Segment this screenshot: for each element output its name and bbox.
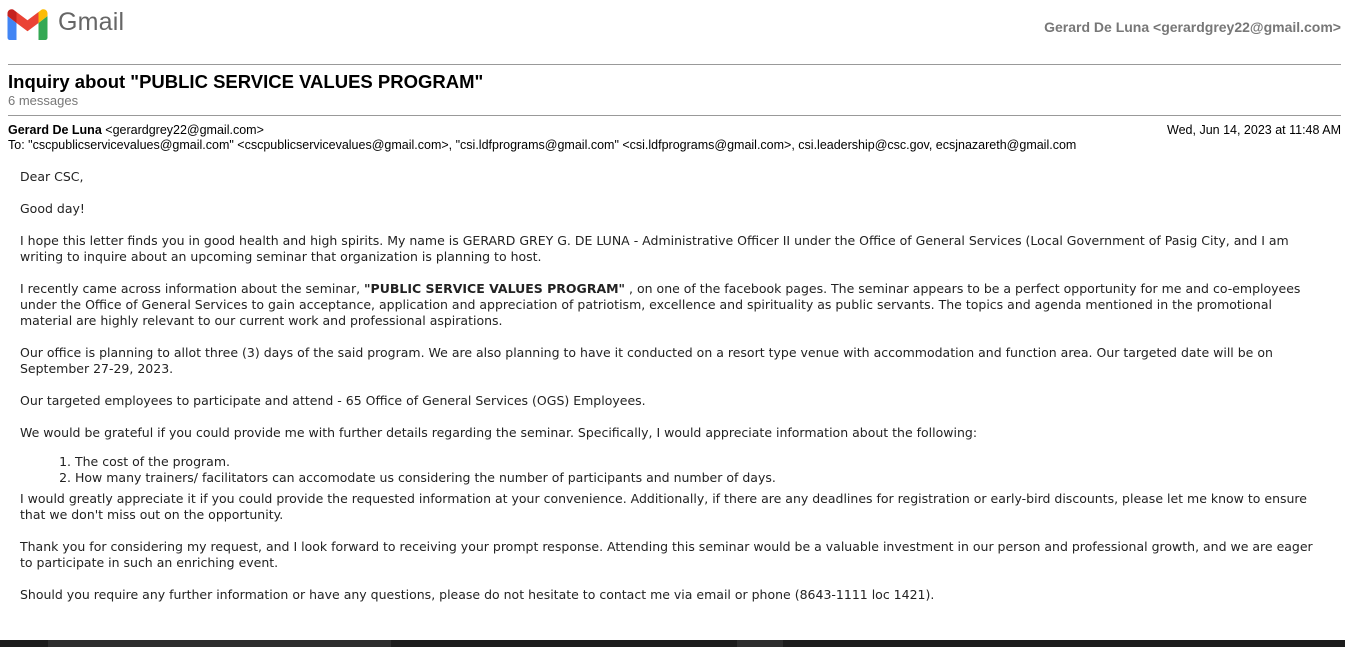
body-paragraph: Thank you for considering my request, and I look forward to receiving your prompt response. Attending this seminar would be a valuable investment in our person and professional growth, and we are eager to participate in such an enriching event.	[20, 539, 1313, 570]
text-run: I recently came across information about the seminar,	[20, 281, 365, 296]
list-item: 2. How many trainers/ facilitators can accomodate us considering the number of participants and number of days.	[75, 470, 1325, 486]
header-divider	[8, 64, 1341, 65]
message-divider	[8, 115, 1341, 116]
account-identity: Gerard De Luna <gerardgrey22@gmail.com>	[1044, 19, 1341, 35]
sender-email: <gerardgrey22@gmail.com>	[105, 123, 264, 137]
body-paragraph: Our office is planning to allot three (3) days of the said program. We are also planning to have it conducted on a resort type venue with accommodation and function area. Our targeted date will be on September 27-29, 2023.	[20, 345, 1273, 376]
message-sender	[8, 123, 264, 137]
program-name: "PUBLIC SERVICE VALUES PROGRAM"	[364, 281, 626, 296]
message-body	[20, 169, 1325, 619]
thread-subject: Inquiry about "PUBLIC SERVICE VALUES PROGRAM"	[8, 71, 484, 92]
gmail-logo-icon	[7, 9, 48, 40]
body-paragraph: Good day!	[20, 201, 85, 216]
taskbar	[0, 640, 1345, 647]
body-paragraph: We would be grateful if you could provide me with further details regarding the seminar. Specifically, I would appreciate information about the following:	[20, 425, 978, 440]
message-count: 6 messages	[8, 93, 79, 108]
body-paragraph: I would greatly appreciate it if you could provide the requested information at your convenience. Additionally, if there are any deadlines for registration or early-bird discounts, please let me know to ensure that we don't miss out on the opportunity.	[20, 491, 1307, 522]
body-paragraph: I hope this letter finds you in good health and high spirits. My name is GERARD GREY G. DE LUNA - Administrative Officer II under the Office of General Services (Local Government of Pasig City, and I am writing to inquire about an upcoming seminar that organization is planning to host.	[20, 233, 1289, 264]
body-paragraph: Should you require any further information or have any questions, please do not hesitate to contact me via email or phone (8643-1111 loc 1421).	[20, 587, 935, 602]
request-list	[20, 441, 1325, 486]
taskbar-segment	[48, 640, 391, 647]
message-recipients: To: "cscpublicservicevalues@gmail.com" <cscpublicservicevalues@gmail.com>, "csi.ldfprograms@gmail.com" <csi.ldfprograms@gmail.com>, csi.leadership@csc.gov, ecsjnazareth@gmail.com	[8, 138, 1077, 152]
list-item: 1. The cost of the program.	[75, 454, 1325, 470]
greeting: Dear CSC,	[20, 169, 84, 184]
message-date: Wed, Jun 14, 2023 at 11:48 AM	[1167, 123, 1341, 137]
body-paragraph	[20, 281, 1325, 329]
taskbar-segment	[737, 640, 783, 647]
text-run: , on one of the facebook pages. The seminar appears to be a perfect opportunity for me and co-employees under the Office of General Services to gain acceptance, application and appreciation of patriotism, excellence and spirituality as public servants. The topics and agenda mentioned in the promotional material are highly relevant to our current work and professional aspirations.	[20, 281, 1301, 328]
body-paragraph: Our targeted employees to participate and attend - 65 Office of General Services (OGS) Employees.	[20, 393, 646, 408]
gmail-header	[0, 0, 1345, 50]
sender-name: Gerard De Luna	[8, 123, 102, 137]
gmail-wordmark: Gmail	[58, 8, 125, 36]
